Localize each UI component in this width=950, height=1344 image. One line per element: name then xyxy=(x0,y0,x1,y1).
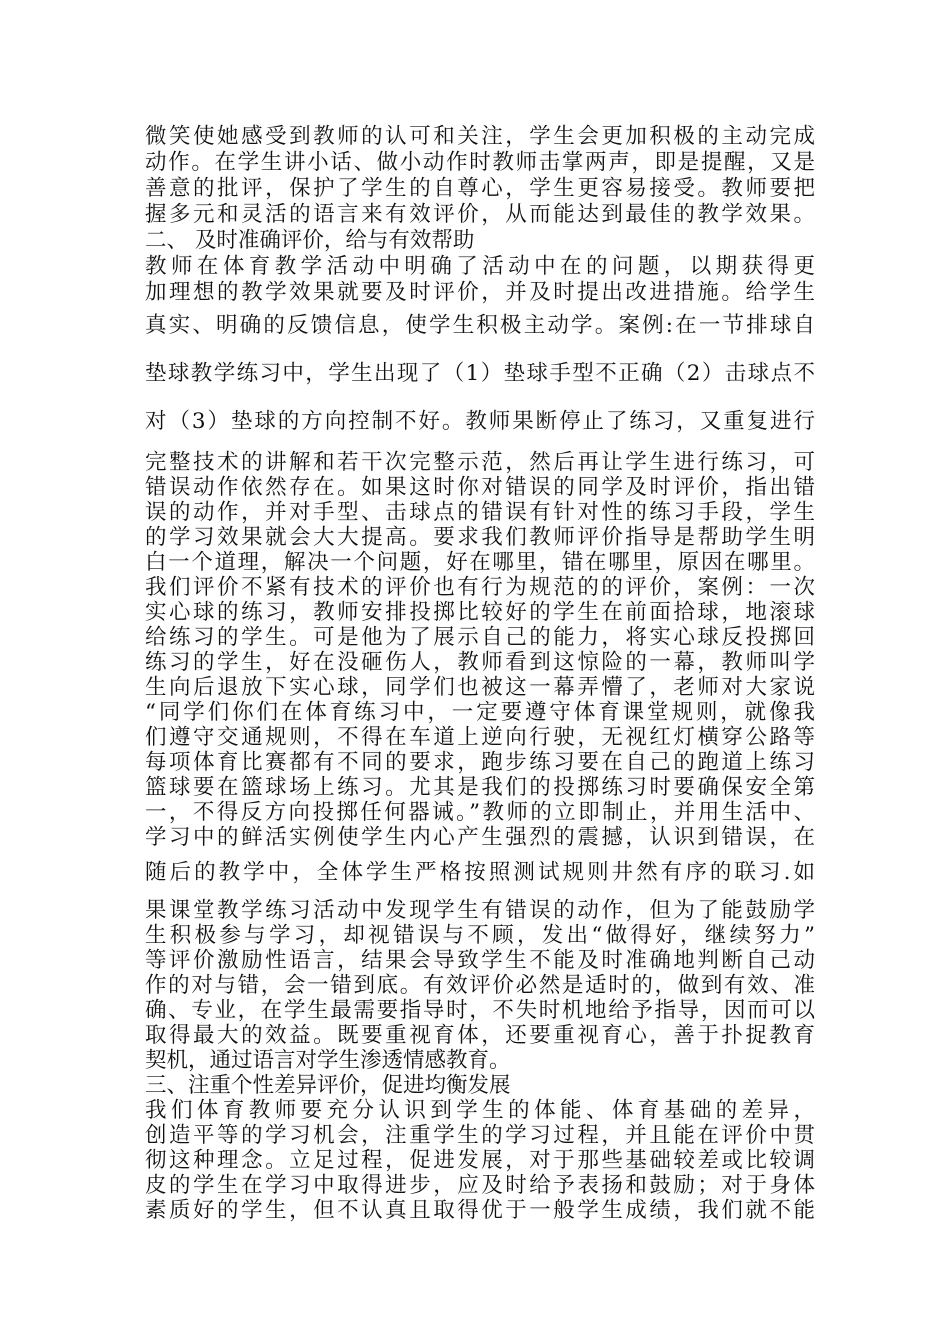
text-line: 确、专业，在学生最需要指导时，不失时机地给予指导，因而可以 xyxy=(145,998,815,1023)
text-line: 彻这种理念。立足过程，促进发展，对于那些基础较差或比较调 xyxy=(145,1148,815,1173)
text-line: 取得最大的效益。既要重视育体，还要重视育心，善于扑捉教育 xyxy=(145,1023,815,1048)
text-line: 握多元和灵活的语言来有效评价，从而能达到最佳的教学效果。 xyxy=(145,202,815,227)
text-line: 微笑使她感受到教师的认可和关注，学生会更加积极的主动完成 xyxy=(145,124,815,149)
text-line: 白一个道理，解决一个问题，好在哪里，错在哪里，原因在哪里。 xyxy=(145,550,815,575)
text-line: 动作。在学生讲小话、做小动作时教师击掌两声，即是提醒，又是 xyxy=(145,150,815,175)
text-line: 素质好的学生，但不认真且取得优于一般学生成绩，我们就不能 xyxy=(145,1198,815,1223)
text-line: “同学们你们在体育练习中，一定要遵守体育课堂规则，就像我 xyxy=(145,700,815,725)
text-line: 创造平等的学习机会，注重学生的学习过程，并且能在评价中贯 xyxy=(145,1123,815,1148)
text-line: 生积极参与学习，却视错误与不顾，发出“做得好，继续努力” xyxy=(145,923,815,948)
text-line: 对（3）垫球的方向控制不好。教师果断停止了练习，又重复进行 xyxy=(145,409,815,434)
text-line: 一，不得反方向投掷任何器诫。”教师的立即制止，并用生活中、 xyxy=(145,800,815,825)
text-line: 给练习的学生。可是他为了展示自己的能力，将实心球反投掷回 xyxy=(145,625,815,650)
section-heading-2: 二、 及时准确评价，给与有效帮助 xyxy=(145,228,475,253)
text-line: 果课堂教学练习活动中发现学生有错误的动作，但为了能鼓励学 xyxy=(145,898,815,923)
text-line: 我们体育教师要充分认识到学生的体能、体育基础的差异， xyxy=(145,1098,815,1123)
text-line: 随后的教学中，全体学生严格按照测试规则井然有序的联习.如 xyxy=(145,860,815,885)
text-line: 契机，通过语言对学生渗透情感教育。 xyxy=(145,1048,511,1073)
text-line: 加理想的教学效果就要及时评价，并及时提出改进措施。给学生 xyxy=(145,280,815,305)
text-line: 们遵守交通规则，不得在车道上逆向行驶，无视红灯横穿公路等 xyxy=(145,725,815,750)
text-line: 我们评价不紧有技术的评价也有行为规范的的评价，案例：一次 xyxy=(145,575,815,600)
text-line: 实心球的练习，教师安排投掷比较好的学生在前面拾球，地滚球 xyxy=(145,600,815,625)
text-line: 的学习效果就会大大提高。要求我们教师评价指导是帮助学生明 xyxy=(145,525,815,550)
text-line: 错误动作依然存在。如果这时你对错误的同学及时评价，指出错 xyxy=(145,475,815,500)
text-line: 完整技术的讲解和若干次完整示范，然后再让学生进行练习，可 xyxy=(145,450,815,475)
text-line: 作的对与错，会一错到底。有效评价必然是适时的，做到有效、准 xyxy=(145,973,815,998)
text-line: 皮的学生在学习中取得进步，应及时给予表扬和鼓励；对于身体 xyxy=(145,1173,815,1198)
section-heading-3: 三、注重个性差异评价，促进均衡发展 xyxy=(145,1073,511,1098)
text-line: 学习中的鲜活实例使学生内心产生强烈的震撼，认识到错误，在 xyxy=(145,825,815,850)
text-line: 教师在体育教学活动中明确了活动中在的问题，以期获得更 xyxy=(145,254,815,279)
text-line: 篮球要在篮球场上练习。尤其是我们的投掷练习时要确保安全第 xyxy=(145,775,815,800)
text-line: 真实、明确的反馈信息，使学生积极主动学。案例:在一节排球自 xyxy=(145,313,815,338)
text-line: 垫球教学练习中，学生出现了（1）垫球手型不正确（2）击球点不 xyxy=(145,361,815,386)
text-line: 生向后退放下实心球，同学们也被这一幕弄懵了，老师对大家说 xyxy=(145,675,815,700)
text-line: 善意的批评，保护了学生的自尊心，学生更容易接受。教师要把 xyxy=(145,176,815,201)
text-line: 等评价激励性语言，结果会导致学生不能及时准确地判断自己动 xyxy=(145,948,815,973)
text-line: 每项体育比赛都有不同的要求，跑步练习要在自己的跑道上练习 xyxy=(145,750,815,775)
text-line: 误的动作，并对手型、击球点的错误有针对性的练习手段，学生 xyxy=(145,500,815,525)
text-line: 练习的学生，好在没砸伤人，教师看到这惊险的一幕，教师叫学 xyxy=(145,650,815,675)
